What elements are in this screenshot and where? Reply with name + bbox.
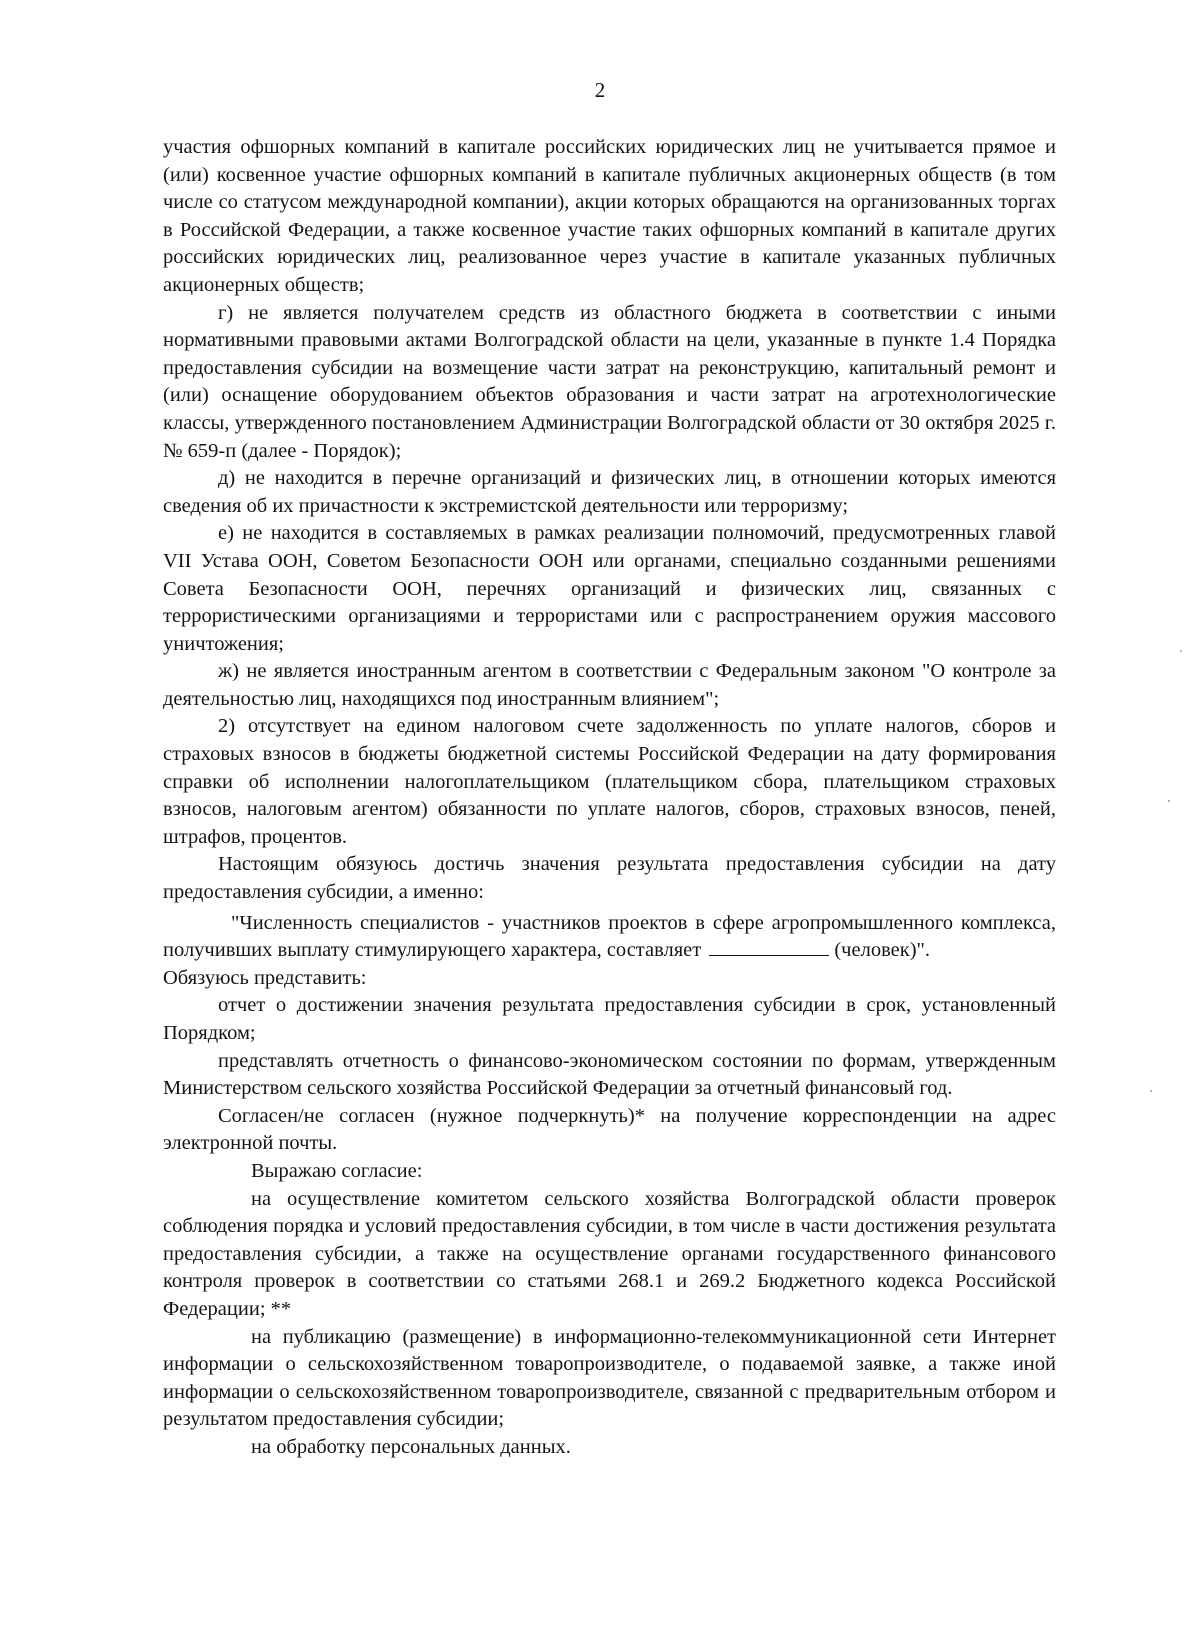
result-indicator-text: "Численность специалистов - участников проектов в сфере агропромышленного комплекса, получивших выплату стимулирующего характера, составляет: [163, 911, 1056, 962]
paragraph-reporting-obligation: представлять отчетность о финансово-экономическом состоянии по формам, утвержденным Министерством сельского хозяйства Российской Федерации за отчетный финансовый год.: [163, 1049, 1056, 1100]
paragraph-consent-heading: Выражаю согласие:: [251, 1159, 423, 1182]
paragraph-publication-consent: на публикацию (размещение) в информационно-телекоммуникационной сети Интернет информации о сельскохозяйственном товаропроизводителе, о подаваемой заявке, а также иной информации о сельскохозяйственном товаропроизводителе, связанной с предварительным отбором и результатом предоставления субсидии;: [163, 1325, 1056, 1431]
document-body: [163, 134, 1056, 1462]
paragraph-personal-data-consent: на обработку персональных данных.: [251, 1435, 571, 1458]
scan-speck: [1150, 1090, 1152, 1092]
result-indicator-unit: (человек)".: [834, 939, 931, 962]
paragraph-commitment: Настоящим обязуюсь достичь значения результата предоставления субсидии на дату предоставления субсидии, а именно:: [163, 853, 1056, 904]
paragraph-inspection-consent: на осуществление комитетом сельского хозяйства Волгоградской области проверок соблюдения порядка и условий предоставления субсидии, в том числе в части достижения результата предоставления субсидии, а также на осуществление органами государственного финансового контроля проверок в соответствии со статьями 268.1 и 269.2 Бюджетного кодекса Российской Федерации; **: [163, 1187, 1056, 1320]
paragraph-result-indicator: [163, 910, 1056, 965]
paragraph-report-obligation: отчет о достижении значения результата предоставления субсидии в срок, установленный Порядком;: [163, 994, 1056, 1044]
scan-speck: [1180, 650, 1182, 652]
paragraph-item-e: е) не находится в составляемых в рамках реализации полномочий, предусмотренных главой VII Устава ООН, Советом Безопасности ООН или органами, специально созданными решениями Совета Безопасности ООН, перечнях организаций и физических лиц, связанных с террористическими организациями и террористами или с распространением оружия массового уничтожения;: [163, 522, 1056, 655]
paragraph-item-g: г) не является получателем средств из областного бюджета в соответствии с иными нормативными правовыми актами Волгоградской области на цели, указанные в пункте 1.4 Порядка предоставления субсидии на возмещение части затрат на реконструкцию, капитальный ремонт и (или) оснащение оборудованием объектов образования и части затрат на агротехнологические классы, утвержденного постановлением Администрации Волгоградской области от 30 октября 2025 г. № 659-п (далее - Порядок);: [163, 301, 1056, 462]
paragraph-offshore-participation: участия офшорных компаний в капитале российских юридических лиц не учитывается прямое и (или) косвенное участие офшорных компаний в капитале публичных акционерных обществ (в том числе со статусом международной компании), акции которых обращаются на организованных торгах в Российской Федерации, а также косвенное участие таких офшорных компаний в капитале других российских юридических лиц, реализованное через участие в капитале указанных публичных акционерных обществ;: [163, 136, 1056, 296]
page-number: 2: [594, 78, 606, 102]
paragraph-obligation-heading: Обязуюсь представить:: [163, 966, 367, 989]
paragraph-item-2: 2) отсутствует на едином налоговом счете задолженность по уплате налогов, сборов и страховых взносов в бюджеты бюджетной системы Российской Федерации на дату формирования справки об исполнении налогоплательщиком (плательщиком сбора, плательщиком страховых взносов, налоговым агентом) обязанности по уплате налогов, сборов, страховых взносов, пеней, штрафов, процентов.: [163, 715, 1056, 848]
paragraph-item-d: д) не находится в перечне организаций и физических лиц, в отношении которых имеются сведения об их причастности к экстремистской деятельности или терроризму;: [163, 467, 1056, 517]
scan-speck: [1168, 800, 1170, 802]
paragraph-item-zh: ж) не является иностранным агентом в соответствии с Федеральным законом "О контроле за деятельностью лиц, находящихся под иностранным влиянием";: [163, 660, 1056, 710]
paragraph-email-consent: Согласен/не согласен (нужное подчеркнуть)* на получение корреспонденции на адрес электронной почты.: [163, 1104, 1056, 1155]
specialists-count-blank: [709, 941, 829, 956]
